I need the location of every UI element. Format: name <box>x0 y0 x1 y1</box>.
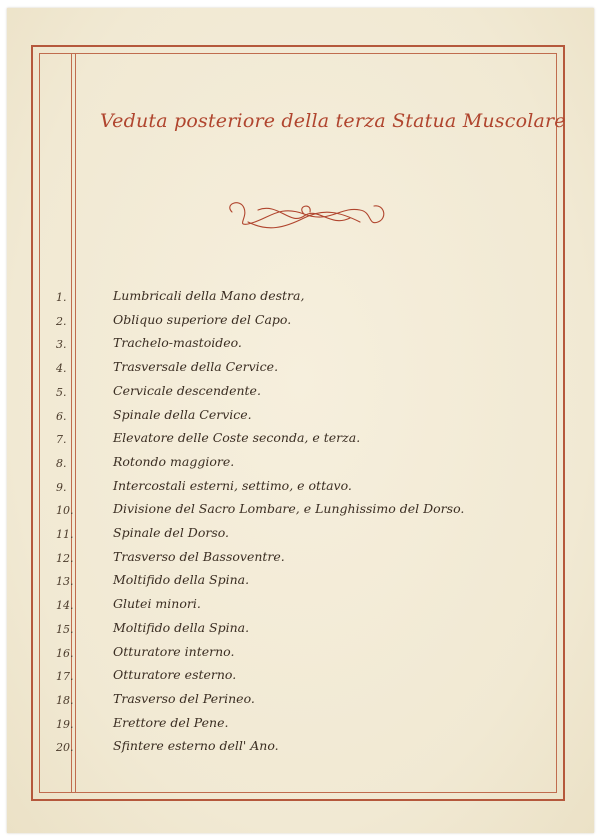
item-label: Divisione del Sacro Lombare, e Lunghissimo del Dorso. <box>113 501 465 517</box>
list-item <box>0 501 600 523</box>
item-label: Otturatore interno. <box>113 643 235 659</box>
item-label: Erettore del Pene. <box>113 714 229 730</box>
item-number: 9. <box>56 480 67 494</box>
item-label: Trasverso del Perineo. <box>113 690 255 706</box>
item-number: 3. <box>56 338 67 352</box>
item-number: 20. <box>56 741 74 755</box>
item-number: 8. <box>56 456 67 470</box>
item-number: 4. <box>56 362 67 376</box>
list-item <box>0 288 600 310</box>
calligraphic-flourish <box>218 192 390 242</box>
item-label: Cervicale descendente. <box>113 382 261 398</box>
item-number: 19. <box>56 717 74 731</box>
item-label: Lumbricali della Mano destra, <box>113 288 305 303</box>
item-label: Otturatore esterno. <box>113 667 237 683</box>
item-number: 2. <box>56 314 67 328</box>
list-item <box>0 525 600 547</box>
item-number: 7. <box>56 433 67 447</box>
item-number: 18. <box>56 693 74 707</box>
item-label: Moltifido della Spina. <box>113 572 250 588</box>
list-item <box>0 596 600 618</box>
list-item <box>0 454 600 476</box>
item-label: Glutei minori. <box>113 596 201 612</box>
list-item <box>0 691 600 713</box>
item-number: 14. <box>56 599 74 613</box>
list-item <box>0 644 600 666</box>
list-item <box>0 572 600 594</box>
list-item <box>0 478 600 500</box>
page-title: Veduta posteriore della terza Statua Muscolare <box>100 110 566 132</box>
item-number: 16. <box>56 646 74 660</box>
list-item <box>0 738 600 760</box>
item-label: Intercostali esterni, settimo, e ottavo. <box>113 477 352 493</box>
item-label: Sfintere esterno dell' Ano. <box>113 738 279 754</box>
item-number: 1. <box>56 291 67 304</box>
item-label: Trasversale della Cervice. <box>113 359 279 375</box>
item-label: Trachelo-mastoideo. <box>113 335 242 351</box>
list-item <box>0 549 600 571</box>
item-label: Trasverso del Bassoventre. <box>113 548 285 564</box>
item-label: Spinale della Cervice. <box>113 406 252 422</box>
list-item <box>0 335 600 357</box>
list-item <box>0 383 600 405</box>
item-number: 12. <box>56 551 74 565</box>
item-label: Obliquo superiore del Capo. <box>113 311 292 327</box>
item-number: 10. <box>56 504 74 518</box>
list-item <box>0 407 600 429</box>
list-item <box>0 312 600 334</box>
item-number: 6. <box>56 409 67 423</box>
item-number: 15. <box>56 622 74 636</box>
item-number: 13. <box>56 575 74 589</box>
item-number: 17. <box>56 670 74 684</box>
item-number: 11. <box>56 528 74 541</box>
item-number: 5. <box>56 385 67 399</box>
item-label: Elevatore delle Coste seconda, e terza. <box>113 430 361 446</box>
list-item <box>0 667 600 689</box>
item-label: Moltifido della Spina. <box>113 619 250 635</box>
item-label: Rotondo maggiore. <box>113 453 235 469</box>
list-item <box>0 715 600 737</box>
list-item <box>0 359 600 381</box>
list-item <box>0 430 600 452</box>
item-label: Spinale del Dorso. <box>113 525 230 540</box>
list-item <box>0 620 600 642</box>
